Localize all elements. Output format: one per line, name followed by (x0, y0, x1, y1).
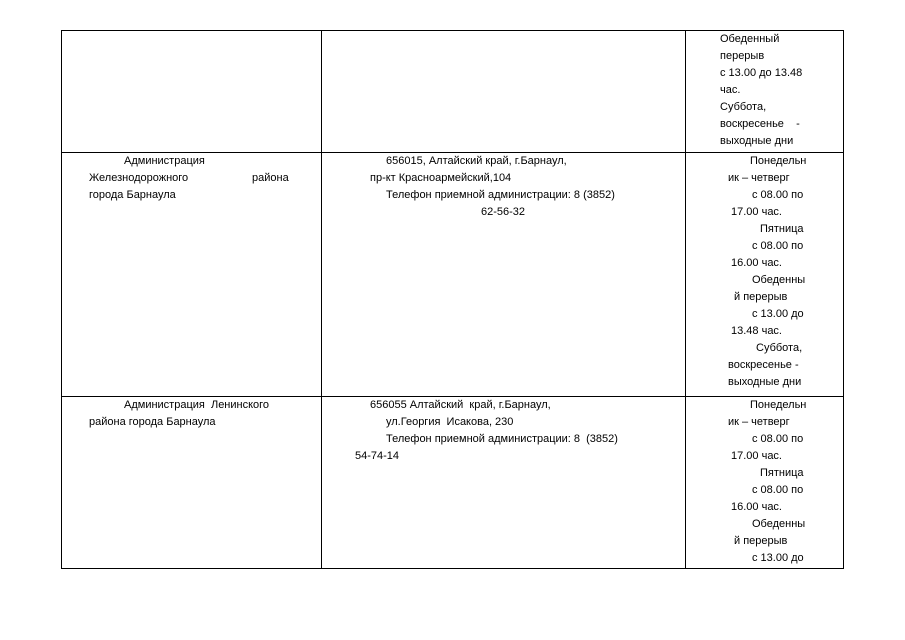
hours-line: ик – четверг (728, 172, 790, 184)
schedule-table (61, 30, 844, 569)
hours-line: с 08.00 по (752, 484, 804, 496)
table-cell-address (322, 31, 686, 153)
table-cell-name (62, 153, 322, 397)
hours-line: перерыв (720, 50, 765, 62)
hours-line: 16.00 час. (731, 501, 782, 513)
hours-line: Обеденный (720, 33, 780, 45)
hours-line: с 13.00 до 13.48 (720, 67, 803, 79)
hours-line: выходные дни (720, 135, 794, 147)
table-cell-address (322, 397, 686, 569)
hours-line: Понедельн (750, 399, 807, 411)
address-line: Телефон приемной администрации: 8 (3852) (386, 433, 618, 445)
hours-line: ик – четверг (728, 416, 790, 428)
hours-line: Пятница (760, 223, 804, 235)
hours-line: Обеденны (752, 518, 806, 530)
hours-line: Понедельн (750, 155, 807, 167)
hours-line: с 08.00 по (752, 433, 804, 445)
table-cell-name (62, 397, 322, 569)
address-line: 656055 Алтайский край, г.Барнаул, (370, 399, 551, 411)
name-line: Администрация (124, 155, 205, 167)
hours-line: 17.00 час. (731, 450, 782, 462)
name-line: района города Барнаула (89, 416, 216, 428)
hours-line: Обеденны (752, 274, 806, 286)
hours-line: Суббота, (720, 101, 767, 113)
hours-line: с 08.00 по (752, 189, 804, 201)
hours-line: с 13.00 до (752, 552, 804, 564)
hours-line: час. (720, 84, 741, 96)
hours-line: Пятница (760, 467, 804, 479)
hours-line: й перерыв (734, 291, 788, 303)
hours-line: Суббота, (756, 342, 803, 354)
table-cell-name (62, 31, 322, 153)
hours-line: 16.00 час. (731, 257, 782, 269)
hours-line: 17.00 час. (731, 206, 782, 218)
hours-line: воскресенье - (728, 359, 799, 371)
table-cell-hours (686, 397, 844, 569)
hours-line: выходные дни (728, 376, 802, 388)
hours-line: воскресенье - (720, 118, 800, 130)
table-cell-hours (686, 153, 844, 397)
table-cell-address (322, 153, 686, 397)
name-line: района (252, 172, 289, 184)
hours-line: 13.48 час. (731, 325, 782, 337)
hours-line: с 08.00 по (752, 240, 804, 252)
address-line: пр-кт Красноармейский,104 (370, 172, 512, 184)
name-line: Администрация Ленинского (124, 399, 270, 411)
name-line: Железнодорожного (89, 172, 189, 184)
name-line: города Барнаула (89, 189, 176, 201)
address-line: ул.Георгия Исакова, 230 (386, 416, 514, 428)
address-line: Телефон приемной администрации: 8 (3852) (386, 189, 615, 201)
address-line: 54-74-14 (355, 450, 400, 462)
hours-line: с 13.00 до (752, 308, 804, 320)
address-line: 62-56-32 (481, 206, 526, 218)
table-cell-hours (686, 31, 844, 153)
hours-line: й перерыв (734, 535, 788, 547)
address-line: 656015, Алтайский край, г.Барнаул, (386, 155, 567, 167)
